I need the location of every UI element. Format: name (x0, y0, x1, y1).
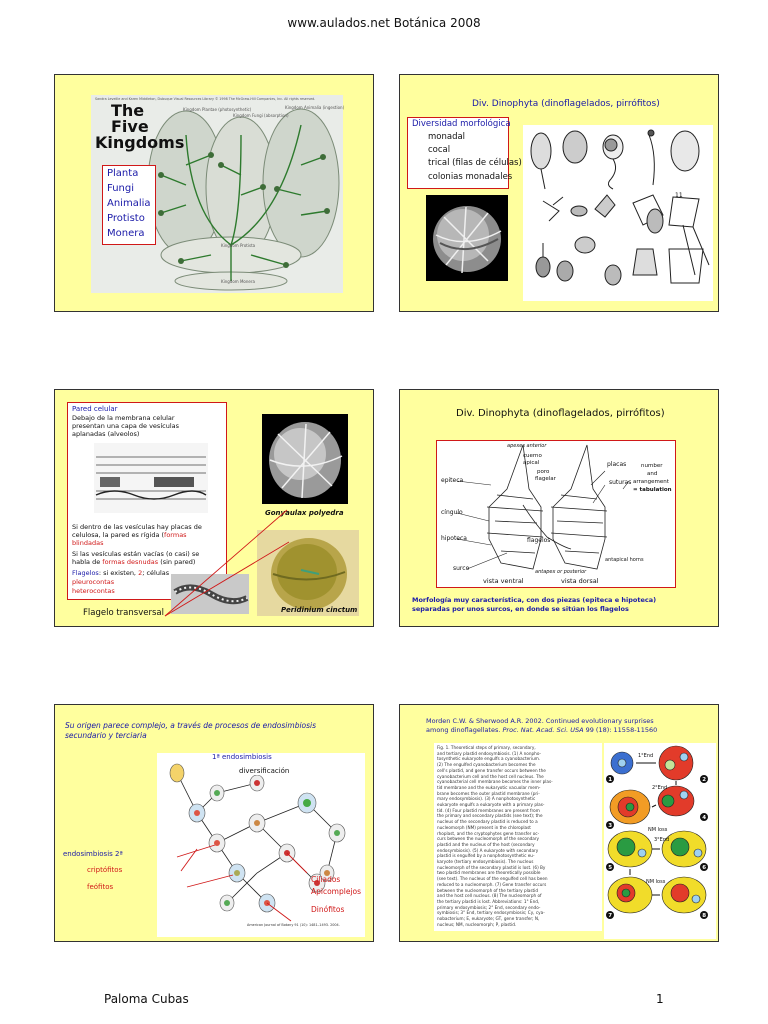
footer-page-number: 1 (656, 992, 664, 1006)
figure-legend-line: tid membrane and the eukaryotic vacuolar mem- (437, 784, 541, 790)
label-monera: Kingdom Monera (221, 279, 255, 284)
para2-line1: Si dentro de las vesículas hay placas de (72, 523, 202, 531)
figure-legend-line: the tertiary plastid is lost. Abbreviations: 1° End, (437, 898, 540, 904)
heterocontas-label: heterocontas (72, 587, 115, 595)
poster-title-the: The (111, 101, 145, 120)
figure-legend-line: nobacterium; E, eukaryote; GT, gene transfer; N, (437, 916, 540, 922)
slide-cell-wall (54, 389, 374, 627)
slide-endosymbiosis (54, 704, 374, 942)
citation-volume: 99 (18): 11558-11560 (583, 726, 658, 734)
diversity-colonias: colonias monadales (428, 172, 513, 182)
stage-8: 8 (702, 913, 707, 919)
figure-legend-line: karyote (tertiary endosymbiosis). The nucleus (437, 859, 534, 865)
stage-2: 2 (702, 777, 707, 783)
label-fungi: Kingdom Fungi (absorption) (233, 113, 289, 118)
pared-celular-heading: Pared celular (72, 405, 118, 413)
figure-legend-line: between the nucleomorph of the tertiary plastid (437, 887, 539, 893)
dinoflagellate-sem-photo (426, 195, 508, 281)
label-suturas: suturas (609, 479, 632, 486)
figure-legend-line: nucleus of the secondary plastid is reduced to a (437, 819, 538, 825)
slide-dinophyta-diversity (399, 74, 719, 312)
animalia-leaf (263, 109, 339, 257)
stage-5: 5 (608, 865, 613, 871)
figure-legend-line: symbiosis; 3° End, tertiary endosymbiosis; Cy, cya- (437, 910, 545, 916)
figure-legend-line: tid. (4) Four plastid membranes are present from (437, 807, 540, 813)
flagelos-two: 2 (138, 569, 143, 577)
label-ciliados: Ciliados (311, 875, 341, 884)
figure-legend-line: endosymbiosis). (5) A eukaryote with secondary (437, 847, 539, 853)
origin-intro-line1: Su origen parece complejo, a través de procesos de endosimbiosis (65, 721, 317, 730)
label-apex: apexes anterior (507, 443, 547, 449)
figure-legend-line: cyanobacterial cell membrane becomes the inner plas- (437, 779, 553, 785)
label-apicomplejos: Apicomplejos (311, 887, 362, 896)
figure-legend-line: tosynthetic eukaryote engulfs a cyanobacterium. (437, 756, 541, 762)
figure-legend-line: cell's plastid, and gene transfer occurs between the (437, 767, 546, 773)
figure-legend-line: Fig. 1. Theoretical steps of primary, secondary, (437, 745, 536, 750)
label-flagelos: flagelos (527, 537, 551, 544)
label-poro: poro (537, 469, 550, 475)
figure-legend-line: curs between the nucleomorph of the secondary (437, 836, 540, 842)
label-endosimbiosis-2: endosimbiosis 2ª (63, 850, 123, 858)
kingdom-animalia: Animalia (107, 198, 151, 209)
nm-loss-label-1: NM loss (648, 827, 668, 833)
figure-legend-line: brane becomes the outer plastid membrane (pri- (437, 790, 540, 796)
para1-line1: Debajo de la membrana celular (72, 414, 175, 422)
blindadas-label: blindadas (72, 539, 104, 547)
poster-title-five: Five (111, 117, 149, 136)
poster-credit: Sandra Leveille and Karen Middleton, Dubuque Visual Resources Library © 1998 The McGraw-Hill Companies, Inc. All rights reserved. (95, 97, 316, 101)
end3-label: 3°End (654, 837, 670, 843)
flagelos-text: : si existen, (98, 569, 139, 577)
slide-morden-sherwood (399, 704, 719, 942)
kingdom-planta: Planta (107, 168, 139, 179)
slide-dinophyta-morphology (399, 389, 719, 627)
stage-6: 6 (702, 865, 707, 871)
nm-loss-label-2: NM loss (646, 879, 666, 885)
label-vista-dorsal: vista dorsal (561, 577, 599, 585)
slide4-title: Div. Dinophyta (dinoflagelados, pirrófitos) (456, 408, 665, 419)
figure-legend-line: cyanobacterium cell and the host cell nucleus. The (437, 773, 544, 779)
flagelo-transversal-label: Flagelo transversal (83, 608, 164, 618)
five-kingdoms-poster (91, 95, 343, 293)
para1-line2: presentan una capa de vesículas (72, 422, 179, 430)
pleurocontas-label: pleurocontas (72, 578, 115, 586)
para1-line3: aplanadas (alveolos) (72, 430, 140, 438)
figure-legend-line: nucleus; NM, nucleomorph; P, plastid. (437, 921, 517, 927)
stage-4: 4 (702, 815, 707, 821)
diversity-box (407, 117, 522, 189)
origin-intro-line2: secundario y terciaria (65, 731, 147, 740)
para3-tail: (sin pared) (158, 558, 196, 566)
figure-legend-line: rhoplast, and the cryptophytes gene transfer oc- (437, 830, 540, 836)
citation-line1: Morden C.W. & Sherwood A.R. 2002. Continued evolutionary surprises (426, 717, 654, 725)
page-header: www.aulados.net Botánica 2008 (287, 16, 481, 30)
stage-1: 1 (608, 777, 613, 783)
label-number: number (641, 463, 663, 469)
label-plantae: Kingdom Plantae (photosynthetic) (183, 107, 252, 112)
figure-legend-line: and tertiary plastid endosymbiosis. (1) A nonpho- (437, 750, 541, 756)
flagelos-text2: ; células (142, 569, 170, 577)
label-arrangement: arrangement (633, 479, 669, 485)
label-flagelar: flagelar (535, 476, 556, 482)
gonyaulax-caption: Gonyaulax polyedra (265, 509, 344, 517)
label-apical: apical (523, 460, 540, 466)
figure-legend-line: eukaryote engulfs a eukaryote with a primary plas- (437, 802, 545, 808)
flagellum-pointer-lines (55, 390, 373, 626)
figure-legend-panel (434, 743, 602, 931)
footer-author: Paloma Cubas (104, 992, 189, 1006)
label-protista: Kingdom Protista (221, 243, 256, 248)
kingdom-protisto: Protisto (107, 213, 145, 224)
figure-legend-line: the primary and secondary plastids (see text); the (437, 813, 543, 819)
end2-label: 2°End (652, 785, 668, 791)
figure-legend-line: and the host cell nucleus. (8) The nucleomorph of (437, 893, 542, 899)
poster-title-kingdoms: Kingdoms (95, 133, 185, 152)
label-criptofitos: criptófitos (87, 866, 123, 874)
label-diversificacion: diversificación (239, 767, 290, 775)
stage-7: 7 (608, 913, 613, 919)
label-hipoteca: hipoteca (441, 535, 467, 542)
figure-legend-line: (2) The engulfed cyanobacterium becomes the (437, 762, 536, 768)
label-antapical-horns: antapical horns (605, 557, 644, 563)
peridinium-caption: Peridinium cinctum (281, 606, 358, 614)
diversity-monadal: monadal (428, 132, 466, 142)
flagelos-label: Flagelos (72, 569, 99, 577)
figure-legend-line: primary endosymbiosis; 2° End, secondary endo- (437, 904, 541, 910)
label-epiteca: epiteca (441, 477, 464, 484)
citation-journal: Proc. Nat. Acad. Sci. USA (502, 726, 584, 734)
label-cingulo: cíngulo (441, 509, 463, 516)
para2-text: celulosa, la pared es rígida ( (72, 531, 165, 539)
figure-legend-line: plastid is engulfed by a nonphotosynthetic eu- (437, 853, 535, 859)
diversity-title: Diversidad morfológica (412, 119, 511, 129)
citation-text: among dinoflagellates. (426, 726, 503, 734)
citation-line2 (426, 726, 657, 734)
figure-number: 11 (675, 192, 683, 199)
figure-legend-line: nucleomorph of the secondary plastid is lost. (6) By (437, 864, 546, 870)
morphology-desc-line1: Morfología muy característica, con dos piezas (epiteca e hipoteca) (412, 596, 657, 604)
figure-legend-line: nucleomorph (NM) present in the chloroplast (437, 824, 531, 830)
diversity-cocal: cocal (428, 145, 451, 155)
label-endosimbiosis-1: 1ª endosimbiosis (212, 753, 272, 761)
stage-3: 3 (608, 823, 613, 829)
journal-credit: American Journal of Botany 91 (10): 1481–1493. 2004. (247, 923, 340, 927)
endosymbiosis-stages-figure (604, 743, 716, 939)
figure-legend-line: reduced to a nucleomorph. (7) Gene transfer occurs (437, 881, 547, 887)
para3-line1: Si las vesículas están vacías (o casi) se (72, 550, 200, 558)
label-dinofitos: Dinófitos (311, 905, 345, 914)
diversity-trical: trical (filas de células) (428, 158, 522, 168)
label-and: and (647, 471, 658, 477)
dinoflagellate-diagram (437, 441, 675, 587)
kingdoms-list-box (102, 165, 156, 245)
formas-desnudas-label: formas desnudas (102, 558, 159, 566)
label-antapex: antapex or posterior (535, 569, 587, 575)
label-cuerno: cuerno (523, 453, 542, 459)
label-animalia: Kingdom Animalia (ingestion) (285, 105, 345, 110)
para3-text: habla de (72, 558, 103, 566)
slide-five-kingdoms (54, 74, 374, 312)
formas-label: formas (164, 531, 187, 539)
kingdom-fungi: Fungi (107, 183, 135, 194)
label-feofitos: feófitos (87, 883, 114, 891)
dinoflagellate-drawings (523, 125, 713, 301)
end1-label: 1°End (638, 753, 654, 759)
label-vista-ventral: vista ventral (483, 577, 524, 585)
figure-legend-line: mary endosymbiosis). (3) A nonphotosynthetic (437, 796, 536, 802)
label-placas: placas (607, 461, 627, 468)
morphology-desc-line2: separadas por unos surcos, en donde se sitúan los flagelos (412, 605, 629, 613)
label-surco: surco (453, 565, 470, 572)
figure-legend-line: two plastid membranes are theoretically possible (437, 870, 541, 876)
figure-legend-text (437, 745, 553, 928)
figure-legend-line: (see text). The nucleus of the engulfed cell has been (437, 876, 548, 882)
kingdom-monera: Monera (107, 228, 145, 239)
morphology-diagram-box (436, 440, 676, 588)
figure-legend-line: plastid and the nucleus of the host (secondary (437, 841, 535, 847)
label-tabulation: = tabulation (633, 487, 672, 493)
slide2-title: Div. Dinophyta (dinoflagelados, pirrófitos) (472, 99, 660, 109)
